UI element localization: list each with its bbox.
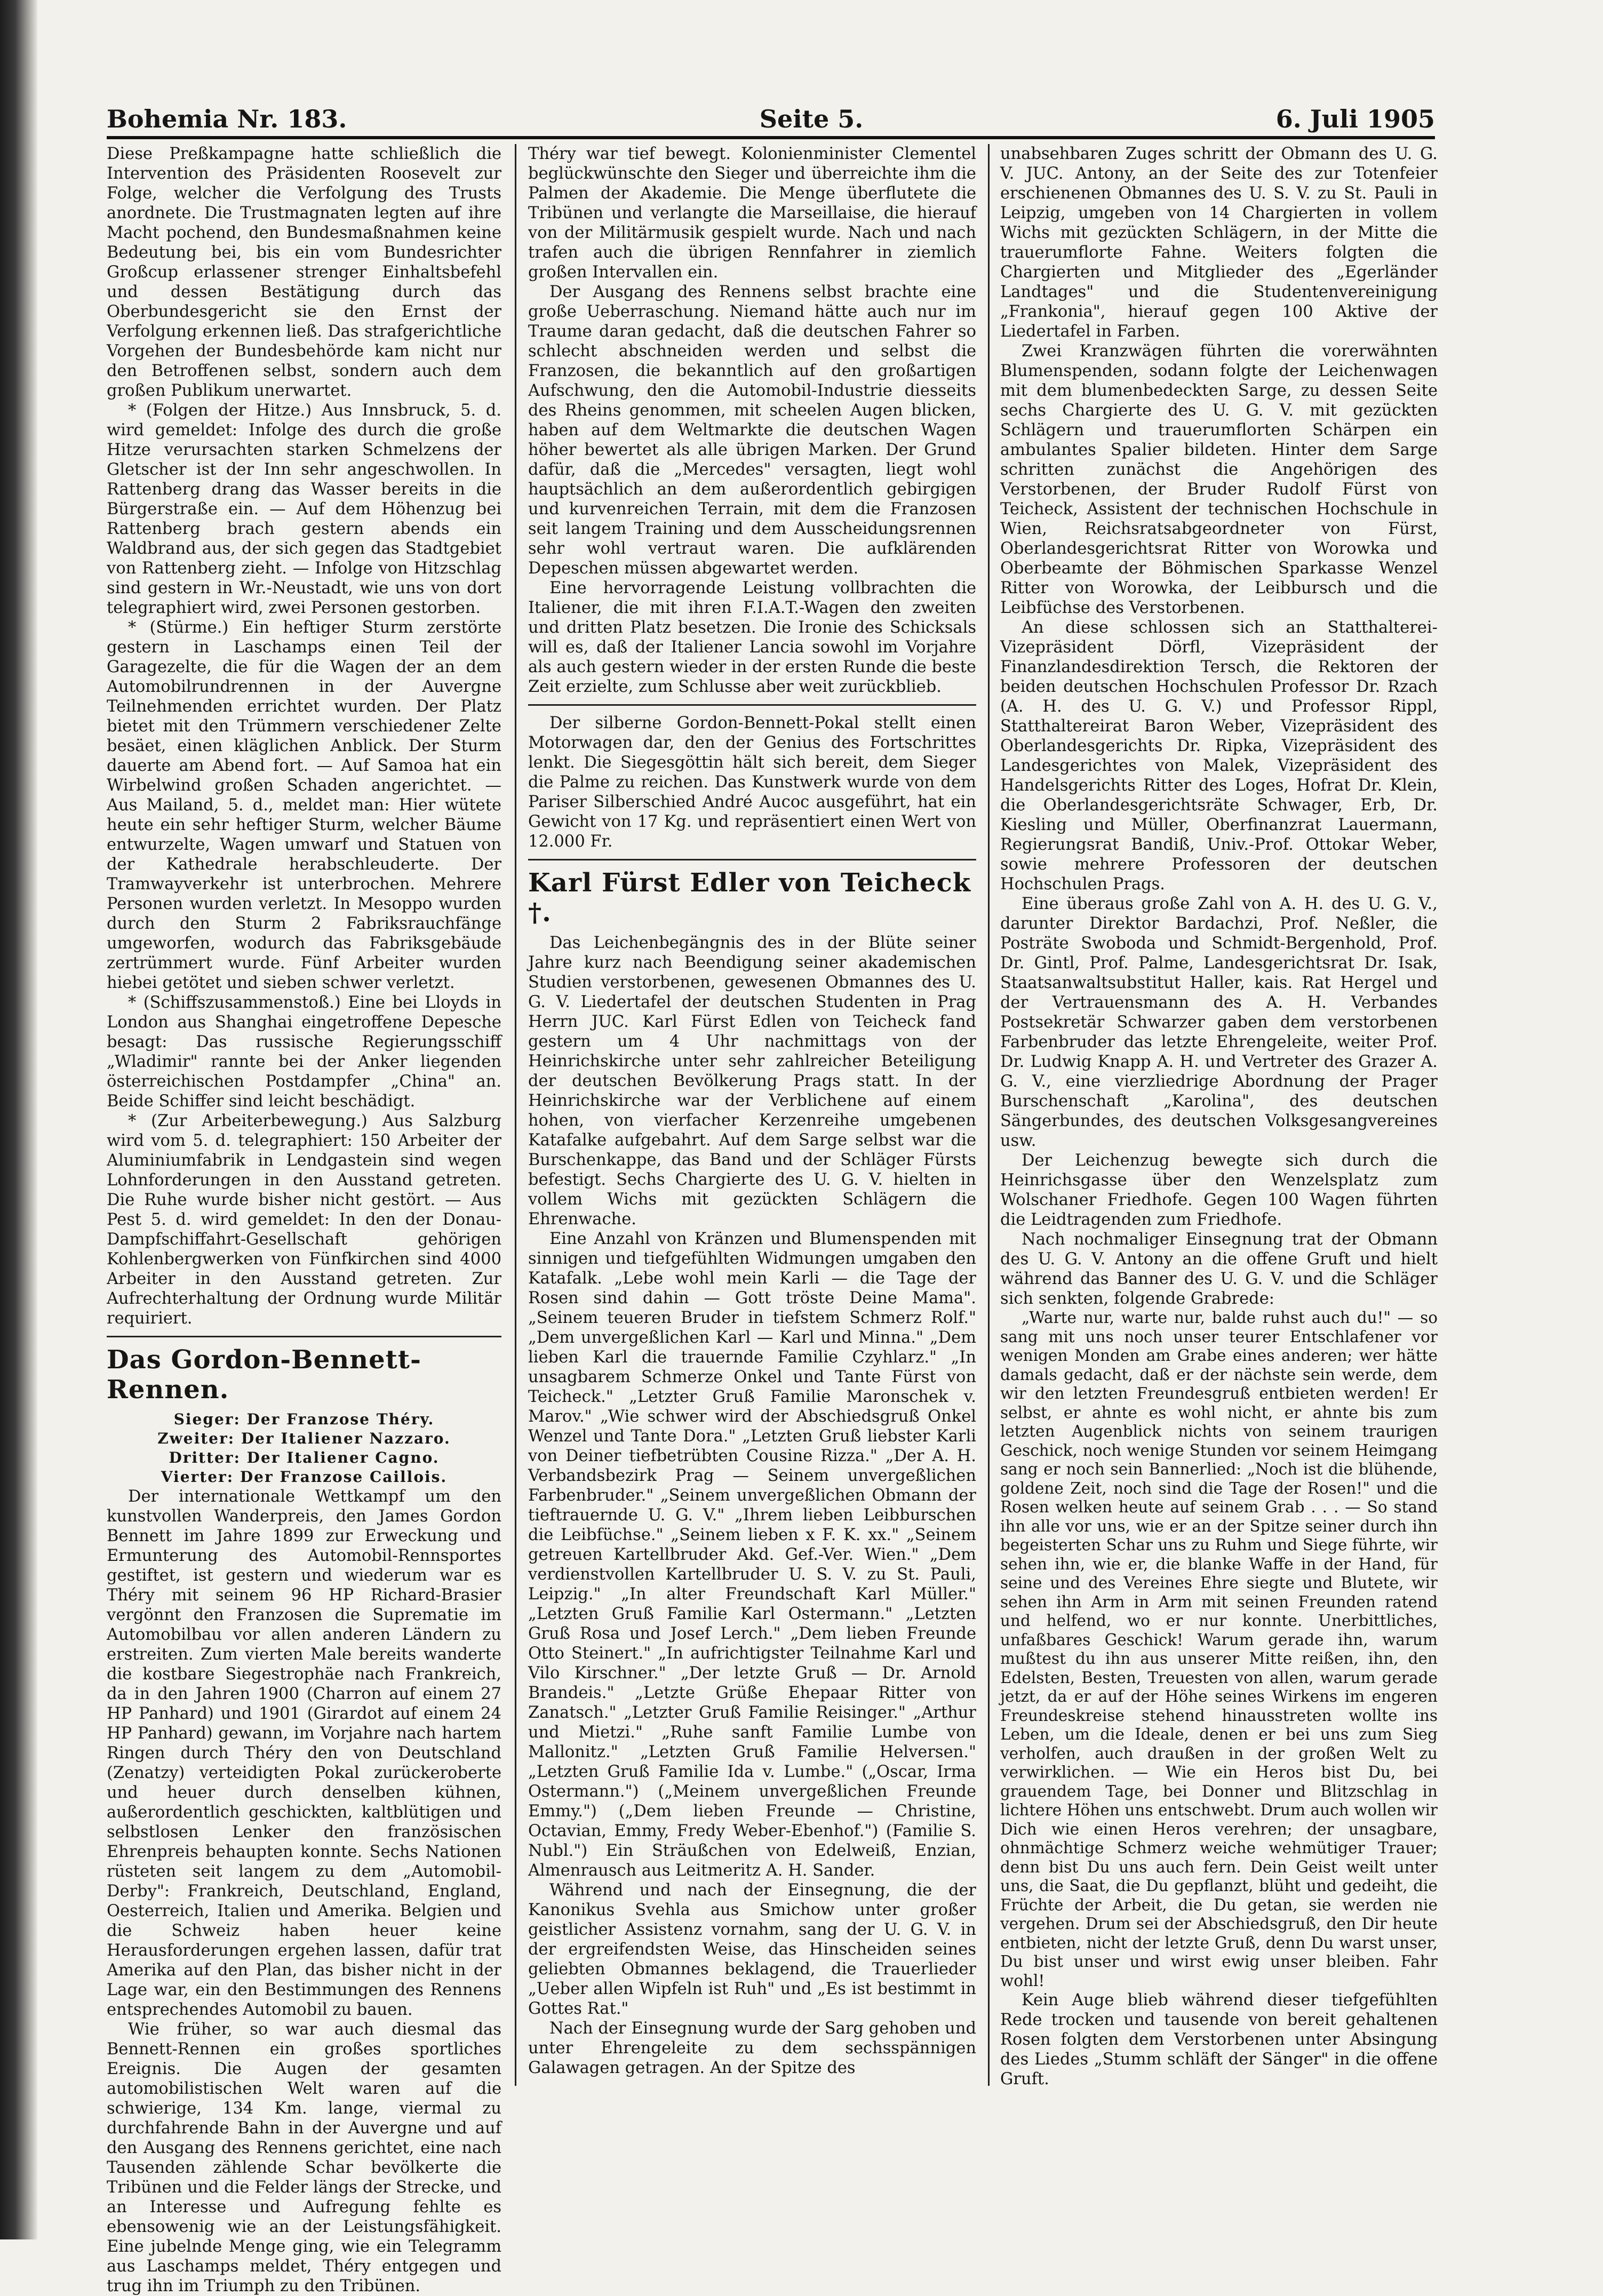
obituary-paragraph: Das Leichenbegängnis des in der Blüte seiner Jahre kurz nach Beendigung seiner akademischen Studien verstorbenen, gewesenen Obmannes des U. G. V. Liedertafel der deutschen Studenten in Prag Herrn JUC. Karl Fürst Edlen von Teicheck fand gestern um 4 Uhr nachmittags von der Heinrichskirche unter sehr zahlreicher Beteiligung der deutschen Bevölkerung Prags statt. In der Heinrichskirche war der Verblichene auf einem hohen, von vierfacher Kerzenreihe umgebenen Katafalke aufgebahrt. Auf dem Sarge selbst war die Burschenkappe, das Band und der Schläger Fürsts befestigt. Sechs Chargierte des U. G. V. hielten in vollem Wichs mit gezückten Schlägern die Ehrenwache. <box>528 934 976 1229</box>
article-paragraph: Théry war tief bewegt. Kolonienminister Clementel beglückwünschte den Sieger und überreichte ihm die Palmen der Akademie. Die Menge überflutete die Tribünen und verlangte die Marseillaise, die hierauf von der Militärmusik gespielt wurde. Nach und nach trafen auch die übrigen Rennfahrer in ziemlich großen Intervallen ein. <box>528 145 976 282</box>
obituary-paragraph: unabsehbaren Zuges schritt der Obmann des U. G. V. JUC. Antony, an der Seite des zur Totenfeier erschienenen Obmannes des U. S. V. zu St. Pauli in Leipzig, umgeben von 14 Chargierten in vollem Wichs mit gezückten Schlägern, in der Mitte die trauerumflorte Fahne. Weiters folgten die Chargierten und Mitglieder des „Egerländer Landtages" und die Studentenvereinigung „Frankonia", hierauf gegen 100 Aktive der Liedertafel in Farben. <box>1000 145 1438 341</box>
column-3 <box>1000 144 1438 2089</box>
column-rule-2 <box>988 144 990 2086</box>
header-page-number: Seite 5. <box>759 105 864 133</box>
news-paragraph: * (Schiffszusammenstoß.) Eine bei Lloyds in London aus Shanghai eingetroffene Depesche besagt: Das russische Regierungsschiff „Wladimir" rannte bei der Anker liegenden österreichischen Postdampfer „China" an. Beide Schiffer sind leicht beschädigt. <box>107 993 501 1111</box>
column-1 <box>107 144 501 2296</box>
article-paragraph: Wie früher, so war auch diesmal das Bennett-Rennen ein großes sportliches Ereignis. Die Augen der gesamten automobilistischen Welt waren auf die schwierige, 134 Km. lange, viermal zu durchfahrende Bahn in der Auvergne und auf den Ausgang des Rennens gerichtet, eine nach Tausenden zählende Schar bevölkerte die Tribünen und die Felder längs der Strecke, und an Interesse und Aufregung fehlte es ebensowenig wie an der Leistungsfähigkeit. Eine jubelnde Menge ging, wie ein Telegramm aus Laschamps meldet, Théry entgegen und trug ihn im Triumph zu den Tribünen. <box>107 2020 501 2295</box>
obituary-paragraph: An diese schlossen sich an Statthalterei-Vizepräsident Dörfl, Vizepräsident der Finanzlandesdirektion Tersch, die Rektoren der beiden deutschen Hochschulen Professor Dr. Rzach (A. H. des U. G. V.) und Professor Rippl, Statthaltereirat Baron Weber, Vizepräsident des Oberlandesgerichts Dr. Ripka, Vizepräsident des Landesgerichtes von Malek, Vizepräsident des Handelsgerichts Ritter des Loges, Hofrat Dr. Klein, die Oberlandesgerichtsräte Schwager, Erb, Dr. Kiesling und Müller, Oberfinanzrat Lauermann, Regierungsrat Bandiß, Univ.-Prof. Ottokar Weber, sowie mehrere Professoren der deutschen Hochschulen Prags. <box>1000 618 1438 894</box>
column-2 <box>528 144 976 2078</box>
article-paragraph: Der silberne Gordon-Bennett-Pokal stellt einen Motorwagen dar, den der Genius des Fortschrittes lenkt. Die Siegesgöttin hält sich bereit, dem Sieger die Palme zu reichen. Das Kunstwerk wurde von dem Pariser Silberschied André Aucoc ausgeführt, hat ein Gewicht von 17 Kg. und repräsentiert einen Wert von 12.000 Fr. <box>528 714 976 851</box>
column-rule-1 <box>515 144 516 2086</box>
article-paragraph: Der Ausgang des Rennens selbst brachte eine große Ueberraschung. Niemand hätte auch nur im Traume daran gedacht, daß die deutschen Fahrer so schlecht abschneiden werden und selbst die Franzosen, die bekanntlich auf den großartigen Aufschwung, den die Automobil-Industrie diesseits des Rheins genommen, mit scheelen Augen blicken, haben auf dem Weltmarkte die deutschen Wagen höher bewertet als alle übrigen Marken. Der Grund dafür, daß die „Mercedes" versagten, liegt wohl hauptsächlich an dem außerordentlich gebirgigen und kurvenreichen Terrain, mit dem die Franzosen seit langem Training und dem Ausscheidungsrennen sehr wohl vertraut waren. Die aufklärenden Depeschen müssen abgewartet werden. <box>528 283 976 578</box>
obituary-paragraph: Während und nach der Einsegnung, die der Kanonikus Svehla aus Smichow unter großer geistlicher Assistenz vornahm, sang der U. G. V. in der ergreifendsten Weise, das Hinscheiden seines geliebten Obmannes beklagend, die Trauerlieder „Ueber allen Wipfeln ist Ruh" und „Es ist bestimmt in Gottes Rat." <box>528 1881 976 2018</box>
grave-speech: „Warte nur, warte nur, balde ruhst auch du!" — so sang mit uns noch unser teurer Entschlafener vor wenigen Monden am Grabe eines anderen; wer hätte damals gedacht, daß er der nächste sein werde, dem wir den letzten Freundesgruß entbieten werden! Er selbst, er ahnte es wohl nicht, er ahnte bis zum letzten Augenblick nichts von seinem traurigen Geschick, noch wenige Stunden vor seinem Heimgang sang er noch sein Bannerlied: „Noch ist die blühende, goldene Zeit, noch sind die Tage der Rosen!" und die Rosen welken heute auf seinem Grab . . . — So stand ihn alle vor uns, wie er an der Spitze seiner durch ihn begeisterten Schar uns zu Ruhm und Siege führte, wir sehen ihn, wie er, die blanke Waffe in der Hand, für seine und des Vereines Ehre siegte und Blutete, wir sehen ihn Arm in Arm mit seinen Freunden ratend und helfend, wo er nur konnte. Unerbittliches, unfaßbares Geschick! Warum gerade ihn, warum mußtest du ihn aus unserer Mitte reißen, ihn, den Edelsten, Besten, Treuesten von allen, warum gerade jetzt, da er auf der Höhe seines Wirkens im engeren Freundeskreise stehend hinausstreten wollte ins Leben, um die Ideale, denen er bei uns zum Sieg verholfen, auch draußen in der großen Welt zu verwirklichen. — Wie ein Heros bist Du, bei grauendem Tage, bei Donner und Blitzschlag in lichtere Höhen uns entschwebt. Drum auch wollen wir Dich wie einen Heros verehren; der unsagbare, ohnmächtige Schmerz weiche wehmütiger Trauer; denn bist Du uns auch fern. Dein Geist weilt unter uns, die Saat, die Du gepflanzt, blüht und gedeiht, die Früchte der Arbeit, die Du getan, sie werden nie vergehen. Drum sei der Abschiedsgruß, den Dir heute entbieten, nicht der letzte Gruß, denn Du warst unser, Du bist unser und wirst ewig unser bleiben. Fahr wohl! <box>1000 1309 1438 1990</box>
obituary-paragraph: Zwei Kranzwägen führten die vorerwähnten Blumenspenden, sodann folgte der Leichenwagen mit dem blumenbedeckten Sarge, zu dessen Seite sechs Chargierte des U. G. V. mit gezückten Schlägern und trauerumflorten Schärpen ein ambulantes Spalier bildeten. Hinter dem Sarge schritten zunächst die Angehörigen des Verstorbenen, der Bruder Rudolf Fürst von Teicheck, Assistent der technischen Hochschule in Wien, Reichsratsabgeordneter von Fürst, Oberlandesgerichtsrat Ritter von Worowka und Oberbeamte der Böhmischen Sparkasse Wenzel Ritter von Worowka, der Leibbursch und die Leibfüchse des Verstorbenen. <box>1000 342 1438 617</box>
article-subtitle: Dritter: Der Italiener Cagno. <box>169 1449 440 1466</box>
article-subtitle: Vierter: Der Franzose Caillois. <box>161 1468 448 1486</box>
header-rule <box>107 136 1435 139</box>
article-subtitle: Sieger: Der Franzose Théry. <box>173 1410 435 1428</box>
section-rule <box>528 859 976 860</box>
page-header <box>107 91 1435 133</box>
news-paragraph: * (Stürme.) Ein heftiger Sturm zerstörte gestern in Laschamps einen Teil der Garagezelte, die für die Wagen der an dem Automobilrundrennen in der Auvergne Teilnehmenden errichtet wurden. Der Platz bietet mit den Trümmern verschiedener Zelte besäet, einen kläglichen Anblick. Der Sturm dauerte am Abend fort. — Auf Samoa hat ein Wirbelwind großen Schaden angerichtet. — Aus Mailand, 5. d., meldet man: Hier wütete heute ein sehr heftiger Sturm, welcher Bäume entwurzelte, Wagen umwarf und Statuen von der Kathedrale herabschleuderte. Der Tramwayverkehr ist unterbrochen. Mehrere Personen wurden verletzt. In Mesoppo wurden durch den Sturm 2 Fabriksrauchfänge umgeworfen, wodurch das Fabriksgebäude zertrümmert wurde. Fünf Arbeiter wurden hiebei getötet und sieben schwer verletzt. <box>107 618 501 992</box>
obituary-paragraph: Nach der Einsegnung wurde der Sarg gehoben und unter Ehrengeleite zu dem sechsspännigen Galawagen getragen. An der Spitze des <box>528 2019 976 2077</box>
header-date: 6. Juli 1905 <box>1275 105 1435 133</box>
news-paragraph: * (Folgen der Hitze.) Aus Innsbruck, 5. d. wird gemeldet: Infolge des durch die große Hitze verursachten starken Schmelzens der Gletscher ist der Inn sehr angeschwollen. In Rattenberg drang das Wasser bereits in die Bürgerstraße ein. — Auf dem Höhenzug bei Rattenberg brach gestern abends ein Waldbrand aus, der sich gegen das Stadtgebiet von Rattenberg zieht. — Infolge von Hitzschlag sind gestern in Wr.-Neustadt, wie uns von dort telegraphiert wird, zwei Personen gestorben. <box>107 401 501 617</box>
obituary-paragraph: Kein Auge blieb während dieser tiefgefühlten Rede trocken und tausende von bereit gehaltenen Rosen folgten dem Verstorbenen unter Absingung des Liedes „Stumm schläft der Sänger" in die offene Gruft. <box>1000 1991 1438 2088</box>
news-paragraph: * (Zur Arbeiterbewegung.) Aus Salzburg wird vom 5. d. telegraphiert: 150 Arbeiter der Aluminiumfabrik in Lendgastein sind wegen Lohnforderungen in den Ausstand getreten. Die Ruhe wurde bisher nicht gestört. — Aus Pest 5. d. wird gemeldet: In den der Donau-Dampfschiffahrt-Gesellschaft gehörigen Kohlenbergwerken von Fünfkirchen sind 4000 Arbeiter in den Ausstand getreten. Zur Aufrechterhaltung der Ordnung wurde Militär requiriert. <box>107 1112 501 1328</box>
obituary-paragraph: Eine Anzahl von Kränzen und Blumenspenden mit sinnigen und tiefgefühlten Widmungen umgaben den Katafalk. „Lebe wohl mein Karli — die Tage der Rosen sind dahin — Gott tröste Deine Mama". „Seinem teueren Bruder in tiefstem Schmerz Rolf." „Dem unvergeßlichen Karl — Karl und Minna." „Dem lieben Karl die trauernde Familie Czyhlarz." „In unsagbarem Schmerze Onkel und Tante Fürst von Teicheck." „Letzter Gruß Familie Maronschek v. Marov." „Wie schwer wird der Abschiedsgruß Onkel Wenzel und Tante Dora." „Letzten Gruß liebster Karli von Deiner tiefbetrübten Cousine Rizza." „Der A. H. Verbandsbezirk Prag — Seinem unvergeßlichen Farbenbruder." „Seinem unvergeßlichen Obmann der tieftrauernde U. G. V." „Ihrem lieben Leibburschen die Leibfüchse." „Seinem lieben x F. K. xx." „Seinem getreuen Kartellbruder Akd. Gef.-Ver. Wien." „Dem verdienstvollen Kartellbruder U. S. V. zu St. Pauli, Leipzig." „In alter Freundschaft Karl Müller." „Letzten Gruß Familie Karl Ostermann." „Letzten Gruß Rosa und Josef Lerch." „Dem lieben Freunde Otto Steinert." „In aufrichtigster Teilnahme Karl und Vilo Kirschner." „Der letzte Gruß — Dr. Arnold Brandeis." „Letzte Grüße Ehepaar Ritter von Zanatsch." „Letzter Gruß Familie Reisinger." „Arthur und Mietzi." „Ruhe sanft Familie Lumbe von Mallonitz." „Letzten Gruß Familie Helversen." „Letzten Gruß Familie Ida v. Lumbe." („Oscar, Irma Ostermann.") („Meinem unvergeßlichen Freunde Emmy.") („Dem lieben Freunde — Christine, Octavian, Emmy, Fredy Weber-Ebenhof.") (Familie S. Nubl.") Ein Sträußchen von Edelweiß, Enzian, Almenrausch aus Leitmeritz A. H. Sander. <box>528 1230 976 1880</box>
obituary-paragraph: Eine überaus große Zahl von A. H. des U. G. V., darunter Direktor Bardachzi, Prof. Neßler, die Posträte Swoboda und Schmidt-Bergenhold, Prof. Dr. Gintl, Prof. Palme, Landesgerichtsrat Dr. Isak, Staatsanwaltsubstitut Haller, kais. Rat Hergel und der Vertrauensmann des A. H. Verbandes Postsekretär Schwarzer gaben dem verstorbenen Farbenbruder das letzte Ehrengeleite, weiter Prof. Dr. Ludwig Knapp A. H. und Vertreter des Grazer A. G. V., eine vierzliedrige Abordnung der Prager Burschenschaft „Karolina", des deutschen Sängerbundes, des deutschen Volksgesangvereines usw. <box>1000 895 1438 1150</box>
page-binding-edge <box>0 0 37 2239</box>
section-rule <box>107 1336 501 1337</box>
obituary-paragraph: Der Leichenzug bewegte sich durch die Heinrichsgasse über den Wenzelsplatz zum Wolschaner Friedhofe. Gegen 100 Wagen führten die Leidtragenden zum Friedhofe. <box>1000 1151 1438 1229</box>
article-subtitle: Zweiter: Der Italiener Nazzaro. <box>157 1430 451 1447</box>
article-paragraph: Eine hervorragende Leistung vollbrachten die Italiener, die mit ihren F.I.A.T.-Wagen den zweiten und dritten Platz besetzen. Die Ironie des Schicksals will es, daß der Italiener Lancia sowohl im Vorjahre als auch gestern wieder in der ersten Runde die beste Zeit erzielte, zum Schlusse aber weit zurückblieb. <box>528 579 976 696</box>
article-paragraph: Der internationale Wettkampf um den kunstvollen Wanderpreis, den James Gordon Bennett im Jahre 1899 zur Erweckung und Ermunterung des Automobil-Rennsportes gestiftet, ist gestern und wiederum war es Théry mit seinem 96 HP Richard-Brasier vergönnt den Franzosen die Suprematie im Automobilbau vor allen anderen Ländern zu erstreiten. Zum vierten Male bereits wanderte die kostbare Siegestrophäe nach Frankreich, da in den Jahren 1900 (Charron auf einem 27 HP Panhard) und 1901 (Girardot auf einem 24 HP Panhard) gewann, im Vorjahre nach hartem Ringen durch Théry den von Deutschland (Zenatzy) verteidigten Pokal zurückeroberte und heuer durch denselben kühnen, außerordentlich geschickten, kaltblütigen und selbstlosen Lenker den französischen Ehrenpreis behaupten konnte. Sechs Nationen rüsteten seit langem zu dem „Automobil-Derby": Frankreich, Deutschland, England, Oesterreich, Italien und Amerika. Belgien und die Schweiz haben heuer keine Herausforderungen ergehen lassen, dafür trat Amerika auf den Plan, das bisher nicht in der Lage war, ein den Bestimmungen des Rennens entsprechendes Automobil zu bauen. <box>107 1487 501 2019</box>
header-issue: Bohemia Nr. 183. <box>107 105 347 133</box>
news-paragraph: Diese Preßkampagne hatte schließlich die Intervention des Präsidenten Roosevelt zur Folge, welcher die Verfolgung des Trusts anordnete. Die Trustmagnaten legten auf ihre Macht pochend, den Bundesmaßnahmen keine Bedeutung bei, bis ein vom Bundesrichter Großcup erlassener strenger Einhaltsbefehl und dessen Bestätigung durch das Oberbundesgericht sie den Ernst der Verfolgung erkennen ließ. Das strafgerichtliche Vorgehen der Bundesbehörde kam nicht nur den Betroffenen selbst, sondern auch dem großen Publikum unerwartet. <box>107 145 501 400</box>
obituary-title: Karl Fürst Edler von Teicheck †. <box>528 868 971 928</box>
article-title: Das Gordon-Bennett-Rennen. <box>107 1345 421 1405</box>
obituary-paragraph: Nach nochmaliger Einsegnung trat der Obmann des U. G. V. Antony an die offene Gruft und hielt während das Banner des U. G. V. und die Schläger sich senkten, folgende Grabrede: <box>1000 1230 1438 1308</box>
section-rule <box>528 704 976 706</box>
